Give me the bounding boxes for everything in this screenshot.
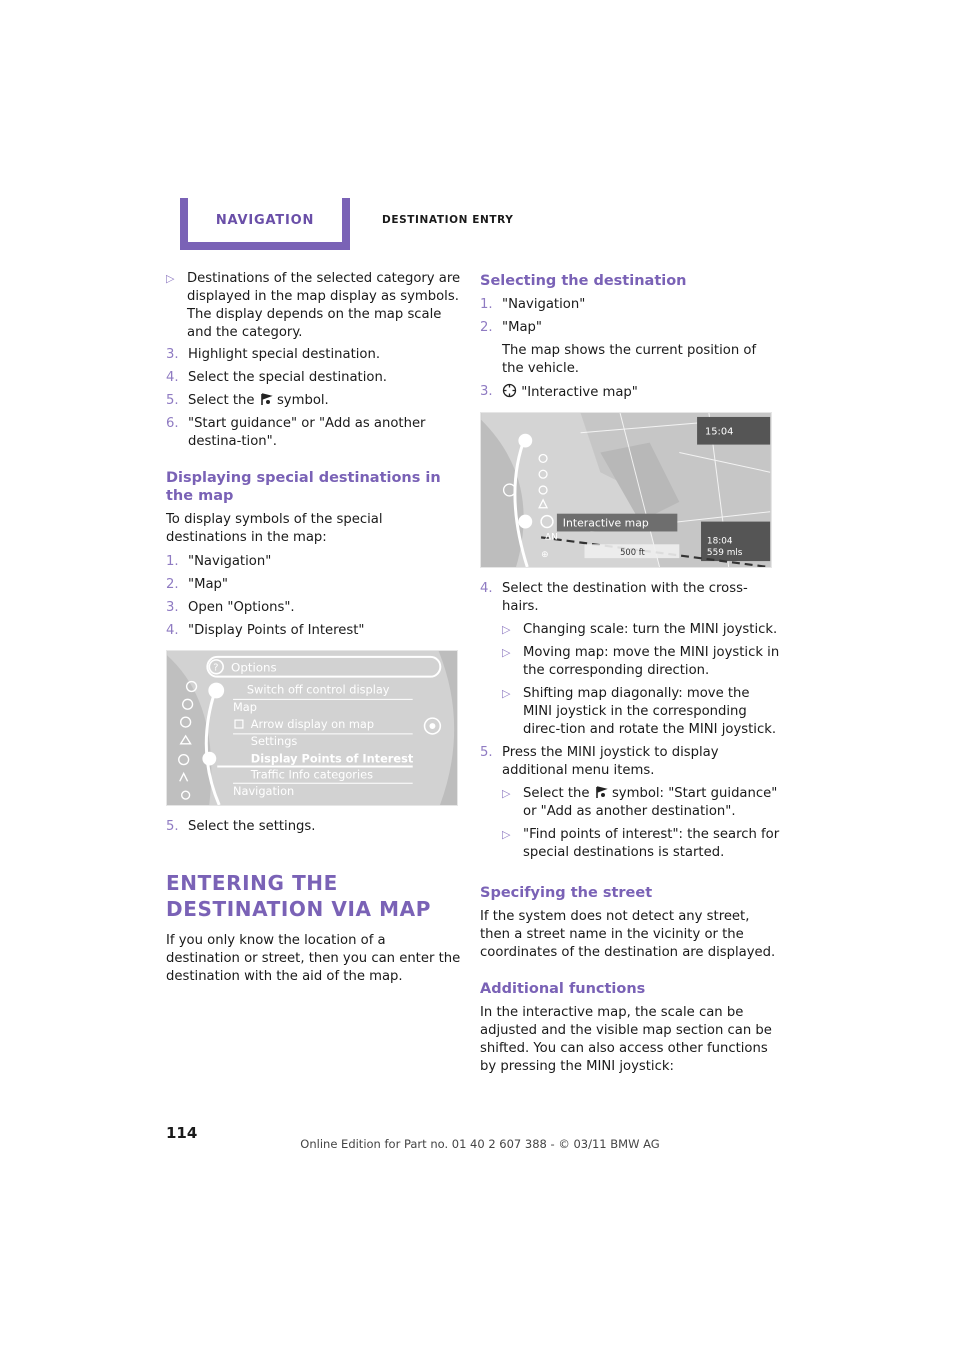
section-title: DESTINATION ENTRY [382, 214, 514, 226]
triangle-bullet-icon: ▷ [502, 787, 511, 800]
step-item: 5. Press the MINI joystick to display additional menu items. [480, 745, 719, 778]
list-item: ▷ Shifting map diagonally: move the MINI joystick in the corresponding direc-tion and rotate the MINI joystick. [502, 686, 777, 737]
menu-item: Switch off control display [246, 682, 390, 697]
menu-item-highlighted: Display Points of Interest [250, 751, 414, 766]
svg-text:559 mls: 559 mls [706, 548, 743, 559]
triangle-bullet-icon: ▷ [166, 272, 175, 285]
heading-selecting-destination: Selecting the destination [480, 273, 687, 289]
triangle-bullet-icon: ▷ [502, 623, 511, 636]
svg-text:?: ? [213, 662, 219, 674]
heading-additional-functions: Additional functions [480, 981, 646, 997]
paragraph: The map shows the current position of the vehicle. [502, 343, 757, 376]
guidance-flag-icon [594, 785, 608, 799]
triangle-bullet-icon: ▷ [502, 828, 511, 841]
menu-title: Options [231, 660, 277, 675]
step-item: 3. Open "Options". [166, 600, 295, 615]
svg-text:⊕: ⊕ [541, 550, 549, 561]
step-item: 4. Select the destination with the cross-hairs. [480, 581, 748, 614]
step-item: 2. "Map" [166, 577, 228, 592]
step-item: 3. "Interactive map" [480, 384, 638, 400]
interactive-map-screenshot [480, 412, 772, 568]
guidance-flag-icon [259, 392, 273, 406]
step-item: 2. "Map" [480, 320, 542, 335]
menu-item: Traffic Info categories [250, 767, 374, 782]
step-item: 4. Select the special destination. [166, 370, 387, 385]
options-menu-screenshot [166, 650, 458, 806]
footer-text: Online Edition for Part no. 01 40 2 607 388 - © 03/11 BMW AG [300, 1137, 660, 1151]
step-item: 1. "Navigation" [480, 297, 586, 312]
paragraph: If you only know the location of a destination or street, then you can enter the destination with the aid of the map. [166, 933, 461, 984]
left-column [166, 270, 461, 992]
step-item: 5. Select the symbol. [166, 393, 329, 408]
step-item: 6. "Start guidance" or "Add as another destina-tion". [166, 416, 426, 449]
svg-text:15:04: 15:04 [704, 426, 734, 438]
paragraph: To display symbols of the special destinations in the map: [166, 512, 383, 545]
list-item: ▷ Select the symbol: "Start guidance" or "Add as another destination". [502, 786, 778, 819]
list-item: ▷ Destinations of the selected category are displayed in the map display as symbols. The display depends on the map scale and the category. [166, 271, 461, 340]
map-label: Interactive map [562, 516, 649, 530]
menu-item: Settings [250, 733, 298, 748]
chapter-tab [180, 198, 350, 250]
svg-text:500 ft: 500 ft [620, 547, 645, 558]
heading-display-special-destinations: Displaying special destinations in the map [166, 470, 441, 504]
step-item: 5. Select the settings. [166, 819, 316, 834]
menu-item: Arrow display on map [250, 717, 375, 731]
list-item: ▷ Changing scale: turn the MINI joystick. [502, 622, 778, 637]
svg-text:18:04: 18:04 [706, 536, 733, 547]
list-item: ▷ Moving map: move the MINI joystick in the corresponding direction. [502, 645, 780, 678]
triangle-bullet-icon: ▷ [502, 687, 511, 700]
triangle-bullet-icon: ▷ [502, 646, 511, 659]
menu-item: Map [233, 700, 257, 715]
paragraph: In the interactive map, the scale can be adjusted and the visible map section can be shifted. You can also access other functions by pressing the MINI joystick: [480, 1005, 772, 1074]
sub-list [502, 785, 780, 862]
page-number: 114 [166, 1124, 198, 1142]
heading-specifying-street: Specifying the street [480, 885, 653, 901]
crosshair-icon [502, 383, 517, 398]
paragraph: If the system does not detect any street, then a street name in the vicinity or the coordinates of the destination are displayed. [480, 909, 776, 960]
svg-text:ΔN: ΔN [545, 532, 558, 543]
step-item: 1. "Navigation" [166, 554, 272, 569]
chapter-tab-label: NAVIGATION [215, 212, 315, 228]
sub-list [502, 621, 780, 739]
heading-entering-destination-via-map: ENTERING THE DESTINATION VIA MAP [166, 871, 432, 921]
menu-item: Navigation [233, 784, 295, 799]
right-column [480, 270, 780, 1082]
list-item: ▷ "Find points of interest": the search for special destinations is started. [502, 827, 780, 860]
step-item: 4. "Display Points of Interest" [166, 623, 365, 638]
step-item: 3. Highlight special destination. [166, 347, 381, 362]
